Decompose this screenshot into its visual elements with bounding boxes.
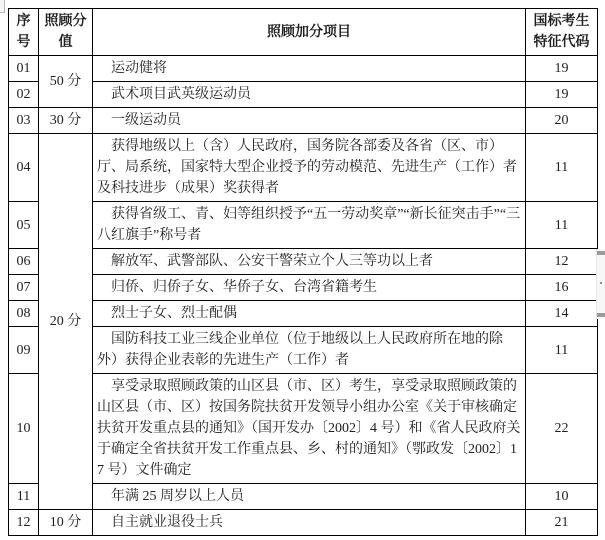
table-row	[9, 327, 598, 374]
feature-code-cell: 11	[526, 202, 598, 249]
bonus-item-cell	[93, 249, 526, 275]
bonus-item-cell	[93, 82, 526, 108]
feature-code-cell: 19	[526, 82, 598, 108]
table-row	[9, 56, 598, 82]
serial-number-cell: 05	[9, 202, 39, 249]
serial-number-cell: 08	[9, 301, 39, 327]
serial-number-cell: 04	[9, 134, 39, 202]
bonus-item-text: 国防科技工业三线企业单位（位于地级以上人民政府所在地的除外）获得企业表彰的先进生产（工作）者	[97, 332, 503, 368]
bonus-item-text: 归侨、归侨子女、华侨子女、台湾省籍考生	[111, 280, 377, 295]
care-score-cell: 50 分	[39, 56, 93, 108]
table-row	[9, 82, 598, 108]
scrollbar-grip-icon	[600, 282, 602, 284]
table-header-row	[9, 9, 598, 56]
feature-code-cell: 10	[526, 484, 598, 510]
bonus-item-text: 享受录取照顾政策的山区县（市、区）考生，享受录取照顾政策的山区县（市、区）按国务院扶贫开发领导小组办公室《关于审核确定扶贫开发重点县的通知》（国开发办〔2002〕4 号）和《省人民政府关于确定全省扶贫开发工作重点县、乡、村的通知》（鄂政发〔2002〕17 号）文件确定	[97, 379, 521, 478]
serial-number-cell: 10	[9, 374, 39, 484]
bonus-item-text: 运动健将	[111, 61, 167, 76]
table-row	[9, 202, 598, 249]
care-score-cell: 30 分	[39, 108, 93, 134]
bonus-item-cell	[93, 374, 526, 484]
bonus-item-cell	[93, 484, 526, 510]
bonus-item-cell	[93, 510, 526, 536]
table-row	[9, 484, 598, 510]
bonus-item-text: 获得地级以上（含）人民政府，国务院各部委及各省（区、市）厅、局系统，国家特大型企业授予的劳动模范、先进生产（工作）者及科技进步（成果）奖获得者	[97, 139, 517, 196]
bonus-item-text: 烈士子女、烈士配偶	[111, 306, 237, 321]
bonus-item-cell	[93, 108, 526, 134]
bonus-item-text: 解放军、武警部队、公安干警荣立个人三等功以上者	[111, 254, 433, 269]
header-care-score: 照顾分值	[39, 9, 93, 56]
feature-code-cell: 11	[526, 134, 598, 202]
serial-number-cell: 07	[9, 275, 39, 301]
bonus-item-cell	[93, 202, 526, 249]
bonus-item-text: 获得省级工、青、妇等组织授予“五一劳动奖章”“新长征突击手”“三八红旗手”称号者	[97, 207, 521, 243]
bonus-item-cell	[93, 301, 526, 327]
feature-code-cell: 14	[526, 301, 598, 327]
serial-number-cell: 03	[9, 108, 39, 134]
feature-code-cell: 21	[526, 510, 598, 536]
bonus-item-text: 武术项目武英级运动员	[111, 87, 251, 102]
feature-code-cell: 11	[526, 327, 598, 374]
bonus-item-cell	[93, 327, 526, 374]
table-row	[9, 275, 598, 301]
header-bonus-item: 照顾加分项目	[93, 9, 526, 56]
feature-code-cell: 20	[526, 108, 598, 134]
feature-code-cell: 16	[526, 275, 598, 301]
table-row	[9, 374, 598, 484]
bonus-item-cell	[93, 134, 526, 202]
feature-code-cell: 12	[526, 249, 598, 275]
table-body	[9, 56, 598, 536]
bonus-item-text: 自主就业退役士兵	[111, 515, 223, 530]
care-score-cell: 20 分	[39, 134, 93, 510]
serial-number-cell: 01	[9, 56, 39, 82]
feature-code-cell: 19	[526, 56, 598, 82]
table-row	[9, 108, 598, 134]
adjacent-panel-corner	[0, 0, 5, 13]
serial-number-cell: 06	[9, 249, 39, 275]
bonus-points-table	[8, 8, 598, 536]
table-row	[9, 249, 598, 275]
table-row	[9, 301, 598, 327]
bonus-item-cell	[93, 275, 526, 301]
table-row	[9, 510, 598, 536]
feature-code-cell: 22	[526, 374, 598, 484]
table-row	[9, 134, 598, 202]
header-serial-number: 序号	[9, 9, 39, 56]
scrollbar-thumb-bottom-cap	[597, 313, 605, 317]
bonus-item-text: 年满 25 周岁以上人员	[111, 489, 244, 504]
care-score-cell: 10 分	[39, 510, 93, 536]
serial-number-cell: 02	[9, 82, 39, 108]
serial-number-cell: 09	[9, 327, 39, 374]
scrollbar-thumb-top-cap	[597, 251, 605, 255]
bonus-item-text: 一级运动员	[111, 113, 181, 128]
scrollbar-thumb[interactable]	[596, 249, 605, 319]
serial-number-cell: 12	[9, 510, 39, 536]
header-feature-code: 国标考生特征代码	[526, 9, 598, 56]
serial-number-cell: 11	[9, 484, 39, 510]
bonus-item-cell	[93, 56, 526, 82]
